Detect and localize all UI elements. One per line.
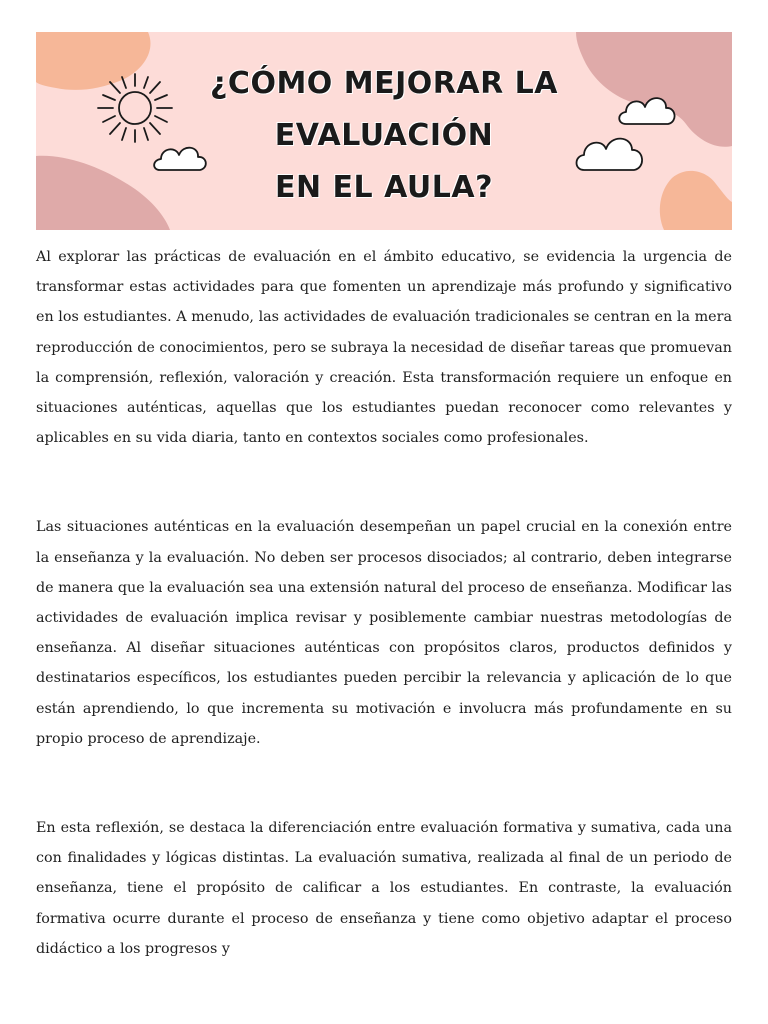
title-line: ¿CÓMO MEJORAR LA bbox=[210, 66, 558, 101]
article-body bbox=[36, 242, 732, 964]
page-title bbox=[36, 58, 732, 214]
paragraph: Al explorar las prácticas de evaluación en el ámbito educativo, se evidencia la urgencia de transformar estas actividades para que fomenten un aprendizaje más profundo y significativo en los estudiantes. A menudo, las actividades de evaluación tradicionales se centran en la mera reproducción de conocimientos, pero se subraya la necesidad de diseñar tareas que promuevan la comprensión, reflexión, valoración y creación. Esta transformación requiere un enfoque en situaciones auténticas, aquellas que los estudiantes puedan reconocer como relevantes y aplicables en su vida diaria, tanto en contextos sociales como profesionales. bbox=[36, 249, 732, 447]
header-banner bbox=[36, 32, 732, 230]
paragraph: Las situaciones auténticas en la evaluación desempeñan un papel crucial en la conexión entre la enseñanza y la evaluación. No deben ser procesos disociados; al contrario, deben integrarse de manera que la evaluación sea una extensión natural del proceso de enseñanza. Modificar las actividades de evaluación implica revisar y posiblemente cambiar nuestras metodologías de enseñanza. Al diseñar situaciones auténticas con propósitos claros, productos definidos y destinatarios específicos, los estudiantes pueden percibir la relevancia y aplicación de lo que están aprendiendo, lo que incrementa su motivación e involucra más profundamente en su propio proceso de aprendizaje. bbox=[36, 519, 732, 747]
title-line: EVALUACIÓN bbox=[274, 118, 494, 153]
title-line: EN EL AULA? bbox=[275, 170, 493, 205]
paragraph: En esta reflexión, se destaca la diferenciación entre evaluación formativa y sumativa, cada una con finalidades y lógicas distintas. La evaluación sumativa, realizada al final de un periodo de enseñanza, tiene el propósito de calificar a los estudiantes. En contraste, la evaluación formativa ocurre durante el proceso de enseñanza y tiene como objetivo adaptar el proceso didáctico a los progresos y bbox=[36, 820, 732, 957]
